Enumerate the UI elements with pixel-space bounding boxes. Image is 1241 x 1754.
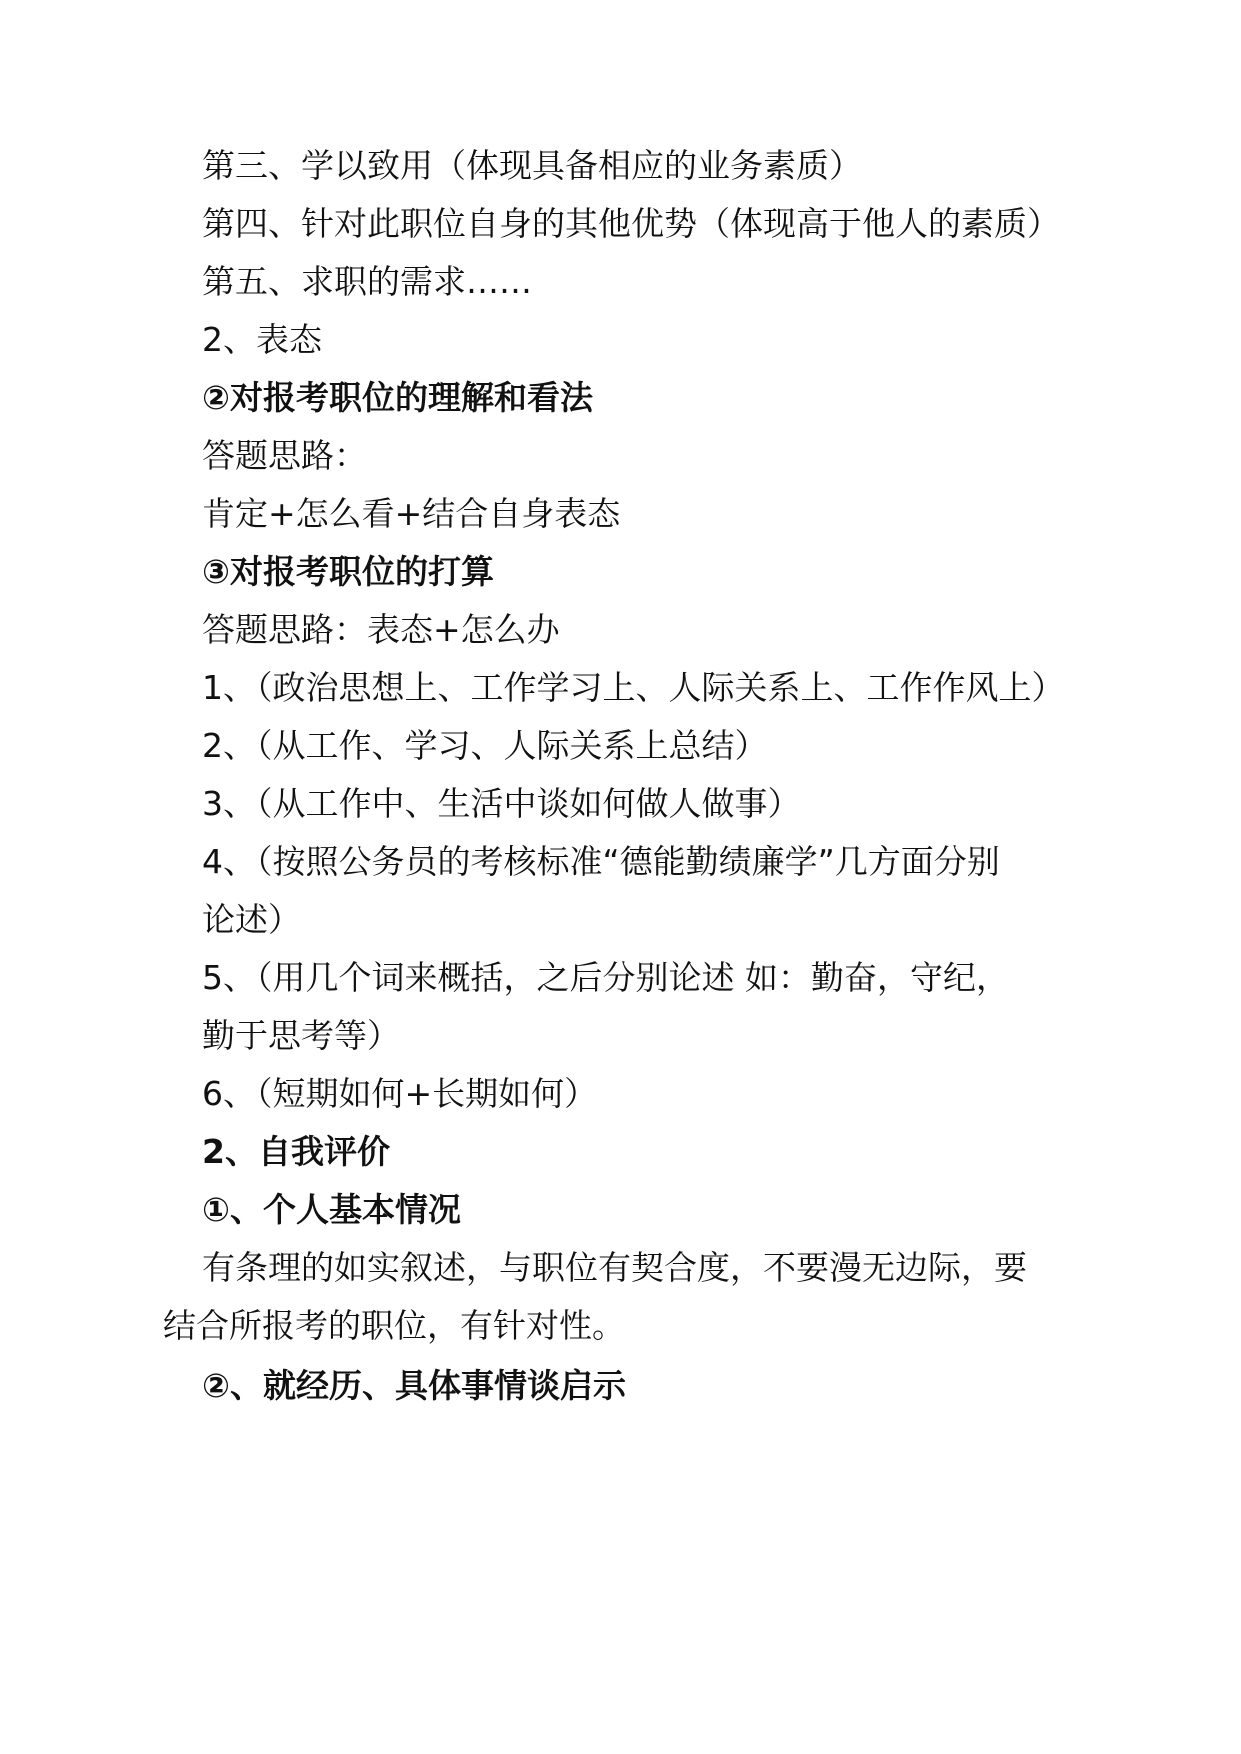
paragraph-line-1: 有条理的如实叙述，与职位有契合度，不要漫无边际，要 — [202, 1248, 1027, 1287]
list-item-5-continued: 勤于思考等） — [202, 1016, 400, 1055]
section-heading-self-evaluation: 2、自我评价 — [202, 1132, 390, 1171]
text-line-7: 肯定+怎么看+结合自身表态 — [202, 494, 621, 533]
paragraph-line-2: 结合所报考的职位，有针对性。 — [163, 1306, 625, 1345]
list-item-1: 1、（政治思想上、工作学习上、人际关系上、工作作风上） — [202, 668, 1065, 707]
text-line-4: 2、表态 — [202, 320, 322, 359]
list-item-5: 5、（用几个词来概括，之后分别论述 如：勤奋，守纪， — [202, 958, 1009, 997]
list-item-4: 4、（按照公务员的考核标准“德能勤绩廉学”几方面分别 — [202, 842, 1000, 881]
text-line-2: 第四、针对此职位自身的其他优势（体现高于他人的素质） — [202, 204, 1060, 243]
list-item-4-continued: 论述） — [202, 900, 301, 939]
text-line-6: 答题思路： — [202, 436, 367, 475]
subheading-personal-basics: ①、个人基本情况 — [202, 1190, 461, 1229]
section-heading-position-plan: ③对报考职位的打算 — [202, 552, 494, 591]
text-line-1: 第三、学以致用（体现具备相应的业务素质） — [202, 146, 862, 185]
list-item-6: 6、（短期如何+长期如何） — [202, 1074, 598, 1113]
list-item-3: 3、（从工作中、生活中谈如何做人做事） — [202, 784, 801, 823]
list-item-2: 2、（从工作、学习、人际关系上总结） — [202, 726, 768, 765]
section-heading-position-understanding: ②对报考职位的理解和看法 — [202, 378, 593, 417]
text-line-9: 答题思路：表态+怎么办 — [202, 610, 560, 649]
subheading-experience-insights: ②、就经历、具体事情谈启示 — [202, 1366, 626, 1405]
text-line-3: 第五、求职的需求…… — [202, 262, 532, 301]
